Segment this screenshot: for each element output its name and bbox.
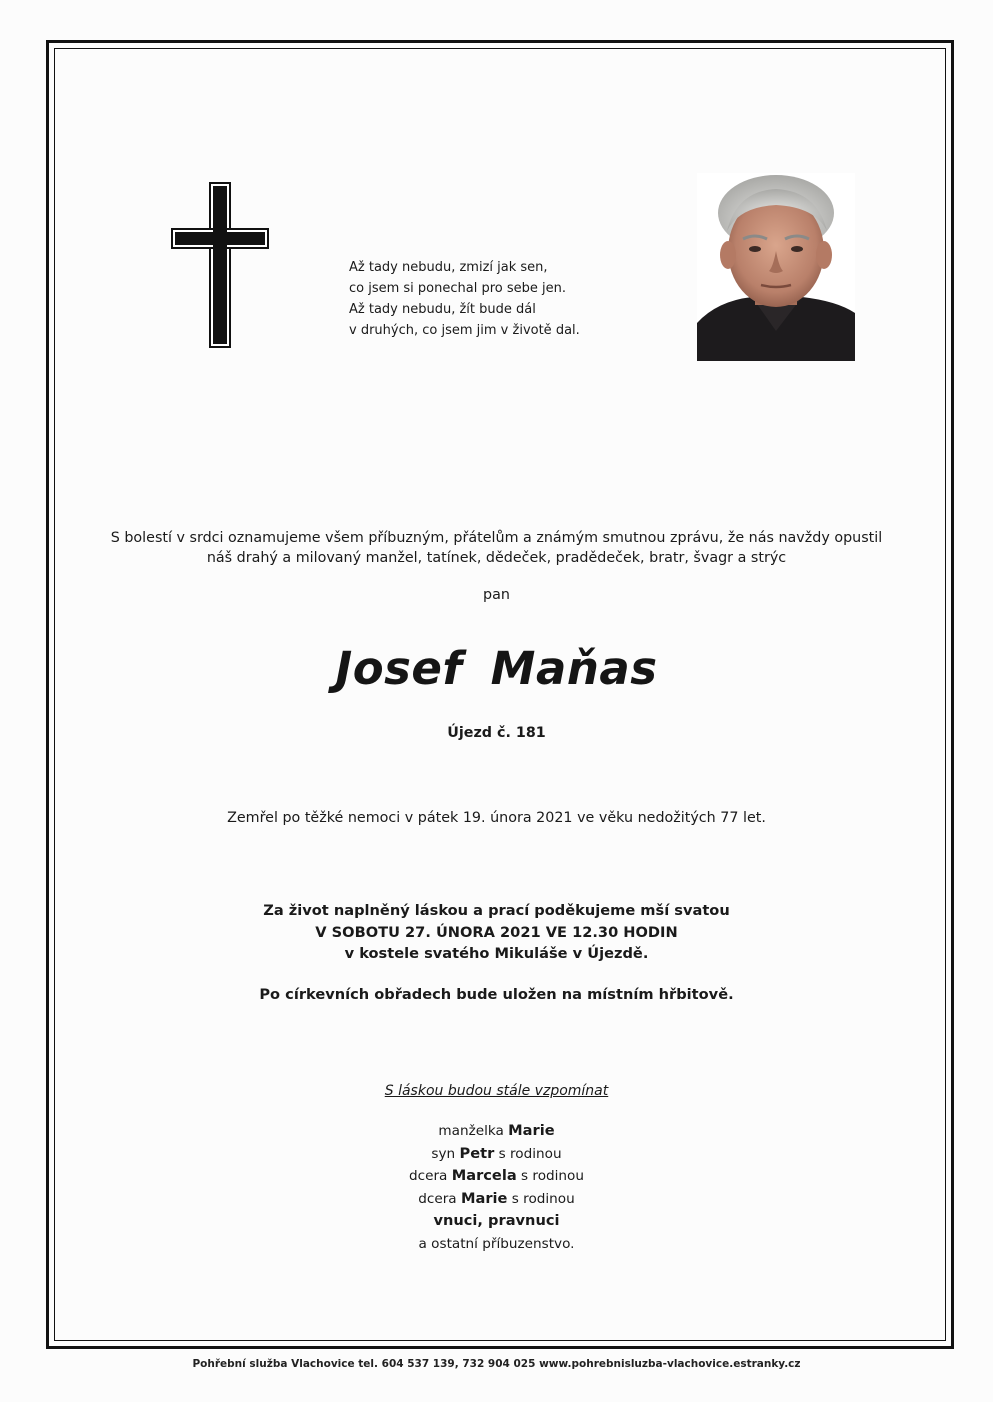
mourner-suffix: s rodinou [507, 1190, 575, 1207]
announcement [60, 528, 933, 568]
mourner-relation: dcera [418, 1190, 461, 1207]
portrait-photo [697, 173, 855, 361]
mourner-suffix: s rodinou [516, 1168, 584, 1184]
mourner-relation: syn [431, 1145, 460, 1162]
remember-heading: S láskou budou stále vzpomínat [384, 1083, 609, 1099]
mourner-name: vnuci, pravnuci [433, 1212, 560, 1229]
mass-line: Za život naplněný láskou a prací poděkujeme mší svatou [263, 902, 730, 919]
announcement-line: S bolestí v srdci oznamujeme všem příbuzným, přátelům a známým smutnou zprávu, že nás navždy opustil [110, 530, 883, 546]
mourner-relation: manželka [438, 1123, 509, 1139]
cross-icon [170, 182, 270, 348]
mourner-line [60, 1165, 933, 1188]
mass-date-line: V SOBOTU 27. ÚNORA 2021 VE 12.30 HODIN [315, 923, 678, 941]
address: Újezd č. 181 [447, 725, 546, 741]
mourner-line [60, 1233, 933, 1256]
title-prefix: pan [483, 587, 510, 603]
mass-info [60, 900, 933, 965]
announcement-line: náš drahý a milovaný manžel, tatínek, dědeček, pradědeček, bratr, švagr a strýc [206, 550, 787, 566]
mass-line: v kostele svatého Mikuláše v Újezdě. [344, 945, 649, 962]
mourner-line [60, 1188, 933, 1211]
poem [349, 257, 580, 341]
poem-line: Až tady nebudu, zmizí jak sen, [349, 260, 548, 275]
poem-line: co jsem si ponechal pro sebe jen. [349, 281, 567, 296]
mourner-name: Marie [460, 1189, 508, 1207]
mourner-relation: dcera [409, 1168, 452, 1184]
deceased-name: Josef Maňas [335, 642, 658, 695]
mourner-line [60, 1120, 933, 1143]
mourner-line [60, 1210, 933, 1233]
mourner-name: Marie [508, 1122, 555, 1139]
mourner-line [60, 1143, 933, 1166]
poem-line: Až tady nebudu, žít bude dál [349, 302, 536, 317]
mourner-name: Marcela [451, 1167, 517, 1184]
death-notice: Zemřel po těžké nemoci v pátek 19. února 2021 ve věku nedožitých 77 let. [227, 810, 766, 826]
mourners-list [60, 1120, 933, 1255]
poem-line: v druhých, co jsem jim v životě dal. [349, 323, 580, 338]
mourner-name: Petr [459, 1144, 495, 1162]
mourner-relation: a ostatní příbuzenstvo. [418, 1235, 575, 1252]
burial-info: Po církevních obřadech bude uložen na místním hřbitově. [259, 986, 734, 1003]
footer-contact: Pohřební služba Vlachovice tel. 604 537 139, 732 904 025 www.pohrebnisluzba-vlachovice.estranky.cz [192, 1358, 801, 1370]
mourner-suffix: s rodinou [494, 1145, 562, 1162]
